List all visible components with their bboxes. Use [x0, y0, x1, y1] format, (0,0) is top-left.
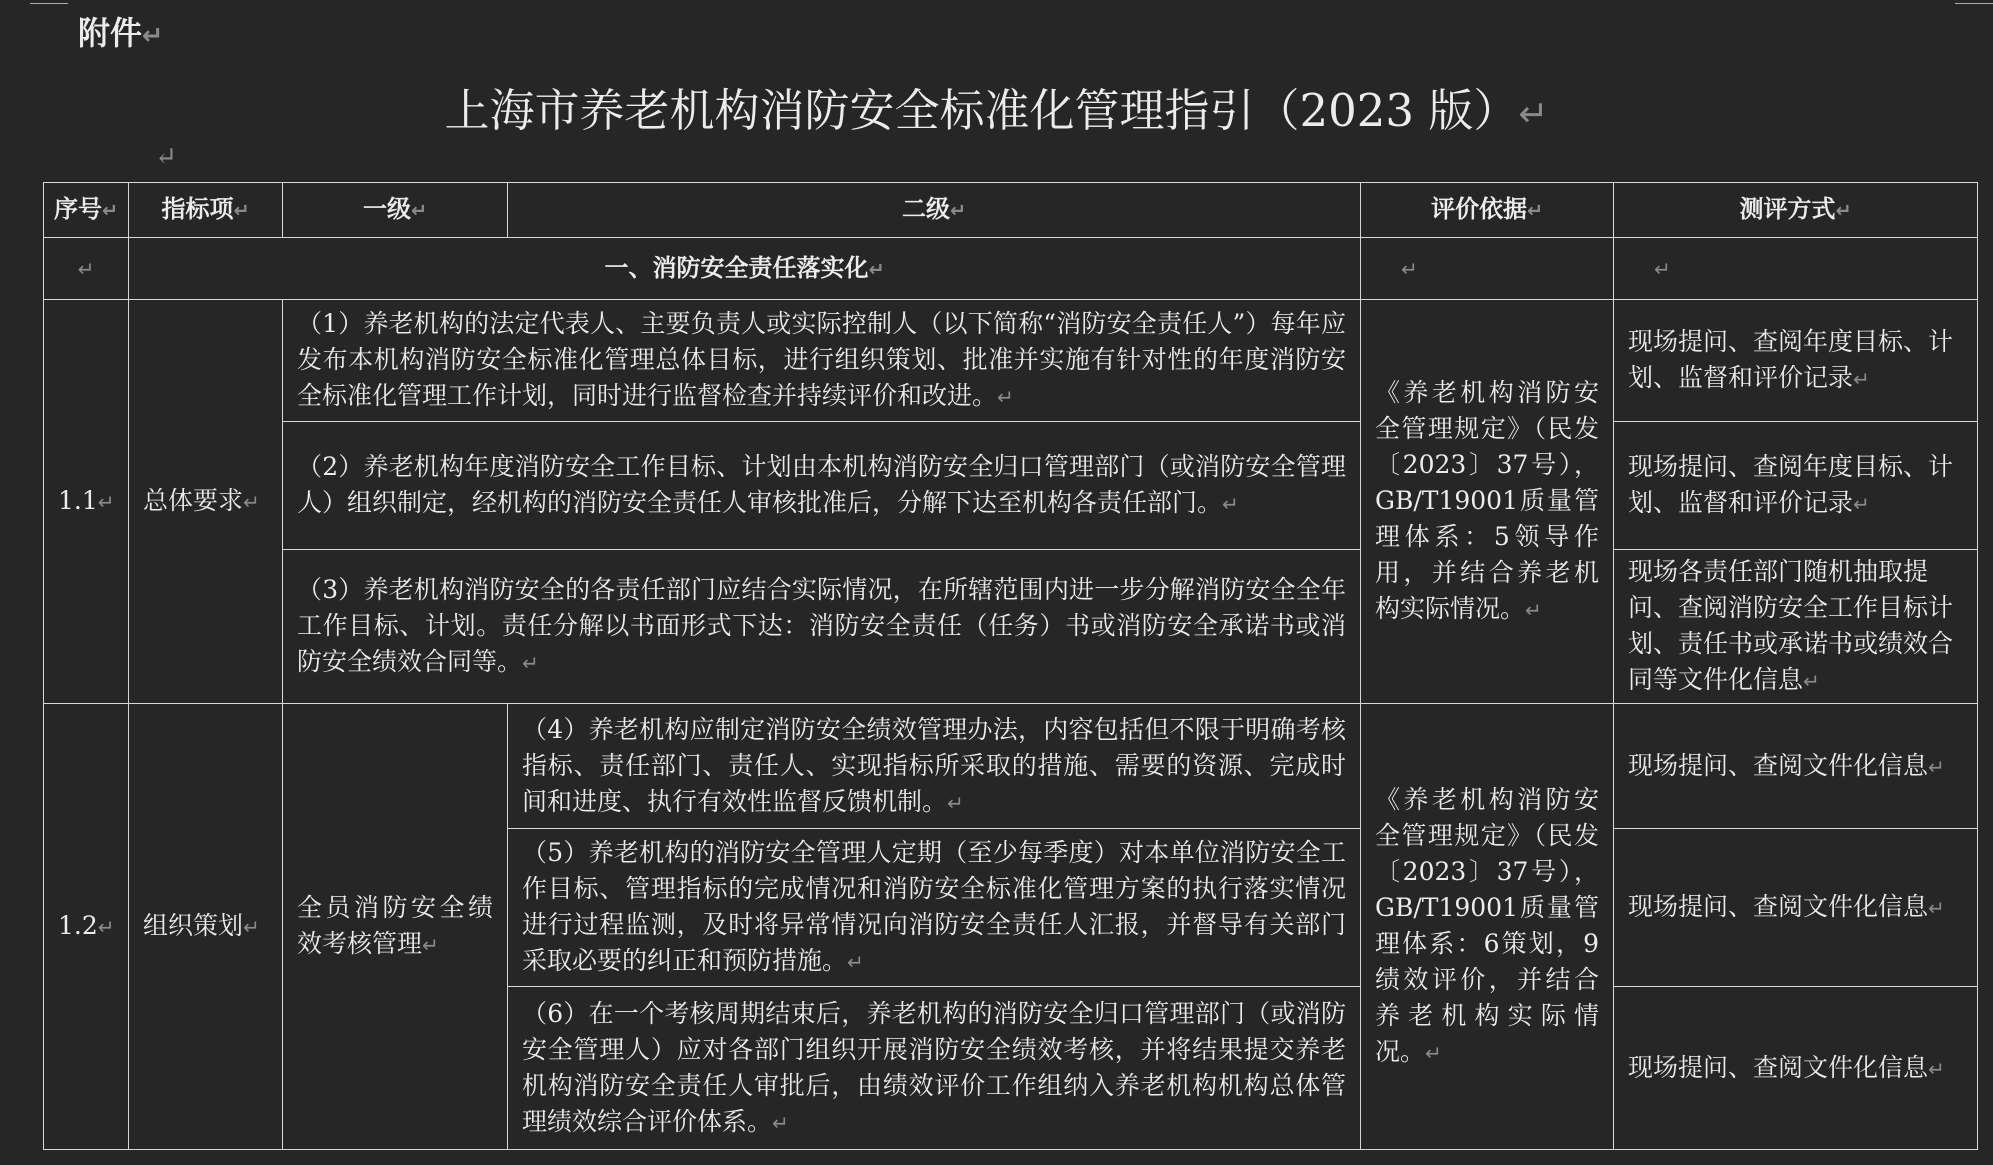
evaluation-method [1614, 300, 1978, 422]
standards-table [43, 182, 1978, 1150]
header-no [44, 183, 129, 238]
cell-text: 现场提问、查阅年度目标、计划、监督和评价记录 ↵ [1628, 452, 1953, 517]
section-title [129, 238, 1361, 300]
evaluation-method [1614, 704, 1978, 829]
cell-text: 现场各责任部门随机抽取提问、查阅消防安全工作目标计划、责任书或承诺书或绩效合同等文件化信息 ↵ [1628, 557, 1953, 694]
attachment-label [78, 8, 163, 54]
level2-text [283, 550, 1361, 704]
cell-text: 现场提问、查阅文件化信息 ↵ [1628, 751, 1945, 780]
table-header-row [44, 183, 1978, 238]
level2-text [508, 704, 1361, 829]
cell-text: 评价依据 ↵ [1431, 195, 1543, 223]
cell-text: 一、消防安全责任落实化 ↵ [604, 254, 884, 282]
empty-cell [44, 238, 129, 300]
evaluation-method [1614, 829, 1978, 987]
row-number [44, 300, 129, 704]
cell-text: 现场提问、查阅年度目标、计划、监督和评价记录 ↵ [1628, 327, 1953, 392]
cell-text: 1.1 ↵ [58, 486, 115, 515]
empty-cell [1361, 238, 1614, 300]
indicator-item [129, 300, 283, 704]
cell-text: （6）在一个考核周期结束后，养老机构的消防安全归口管理部门（或消防安全管理人）应对各部门组织开展消防安全绩效考核，并将结果提交养老机构消防安全责任人审批后，由绩效评价工作组纳入养老机构机构总体管理绩效综合评价体系。 ↵ [522, 999, 1346, 1136]
cell-text: 序号 ↵ [54, 195, 118, 223]
header-level1 [283, 183, 508, 238]
level2-text [508, 829, 1361, 987]
evaluation-basis [1361, 300, 1614, 704]
cell-text: 二级 ↵ [902, 195, 966, 223]
header-level2 [508, 183, 1361, 238]
cell-text: （5）养老机构的消防安全管理人定期（至少每季度）对本单位消防安全工作目标、管理指标的完成情况和消防安全标准化管理方案的执行落实情况进行过程监测，及时将异常情况向消防安全责任人汇报，并督导有关部门采取必要的纠正和预防措施。 ↵ [522, 838, 1346, 975]
cell-text: 《养老机构消防安全管理规定》（民发〔2023〕37号），GB/T19001质量管理体系：6策划，9绩效评价，并结合养老机构实际情况。 ↵ [1375, 785, 1599, 1066]
row-number [44, 704, 129, 1150]
cell-text: （3）养老机构消防安全的各责任部门应结合实际情况，在所辖范围内进一步分解消防安全全年工作目标、计划。责任分解以书面形式下达：消防安全责任（任务）书或消防安全承诺书或消防安全绩效合同等。 ↵ [297, 575, 1346, 676]
page-corner-mark [1955, 0, 1993, 4]
cell-text: 指标项 ↵ [161, 195, 249, 223]
evaluation-method [1614, 550, 1978, 704]
document-title [0, 74, 1993, 139]
level2-text [283, 300, 1361, 422]
cell-text: （4）养老机构应制定消防安全绩效管理办法，内容包括但不限于明确考核指标、责任部门、责任人、实现指标所采取的措施、需要的资源、完成时间和进度、执行有效性监督反馈机制。 ↵ [522, 715, 1346, 816]
evaluation-basis [1361, 704, 1614, 1150]
page-corner-mark [30, 0, 68, 4]
paragraph-mark: ↵ [155, 142, 177, 172]
table-row [44, 422, 1978, 550]
cell-text: 1.2 ↵ [58, 911, 115, 940]
table-row [44, 550, 1978, 704]
cell-text: 全员消防安全绩效考核管理 ↵ [297, 893, 493, 958]
header-method [1614, 183, 1978, 238]
cell-text: 现场提问、查阅文件化信息 ↵ [1628, 892, 1945, 921]
title-text: 上海市养老机构消防安全标准化管理指引（2023 版） ↵ [445, 84, 1549, 137]
header-item [129, 183, 283, 238]
attachment-text: 附件 [78, 14, 143, 52]
level2-text [508, 987, 1361, 1150]
indicator-item [129, 704, 283, 1150]
section-row [44, 238, 1978, 300]
cell-text: 总体要求 ↵ [143, 486, 260, 515]
header-basis [1361, 183, 1614, 238]
cell-text: 测评方式 ↵ [1739, 195, 1851, 223]
evaluation-method [1614, 422, 1978, 550]
evaluation-method [1614, 987, 1978, 1150]
empty-cell [1614, 238, 1978, 300]
cell-text: 一级 ↵ [363, 195, 427, 223]
cell-text: 《养老机构消防安全管理规定》（民发〔2023〕37号），GB/T19001质量管理体系：5领导作用，并结合养老机构实际情况。 ↵ [1375, 378, 1599, 623]
cell-text: 现场提问、查阅文件化信息 ↵ [1628, 1053, 1945, 1082]
table-row [44, 300, 1978, 422]
level2-text [283, 422, 1361, 550]
table-row [44, 704, 1978, 829]
cell-text: 组织策划 ↵ [143, 911, 260, 940]
cell-text: （2）养老机构年度消防安全工作目标、计划由本机构消防安全归口管理部门（或消防安全管理人）组织制定，经机构的消防安全责任人审核批准后，分解下达至机构各责任部门。 ↵ [297, 452, 1346, 517]
level1-text [283, 704, 508, 1150]
cell-text: （1）养老机构的法定代表人、主要负责人或实际控制人（以下简称“消防安全责任人”）每年应发布本机构消防安全标准化管理总体目标，进行组织策划、批准并实施有针对性的年度消防安全标准化管理工作计划，同时进行监督检查并持续评价和改进。 ↵ [297, 309, 1346, 410]
